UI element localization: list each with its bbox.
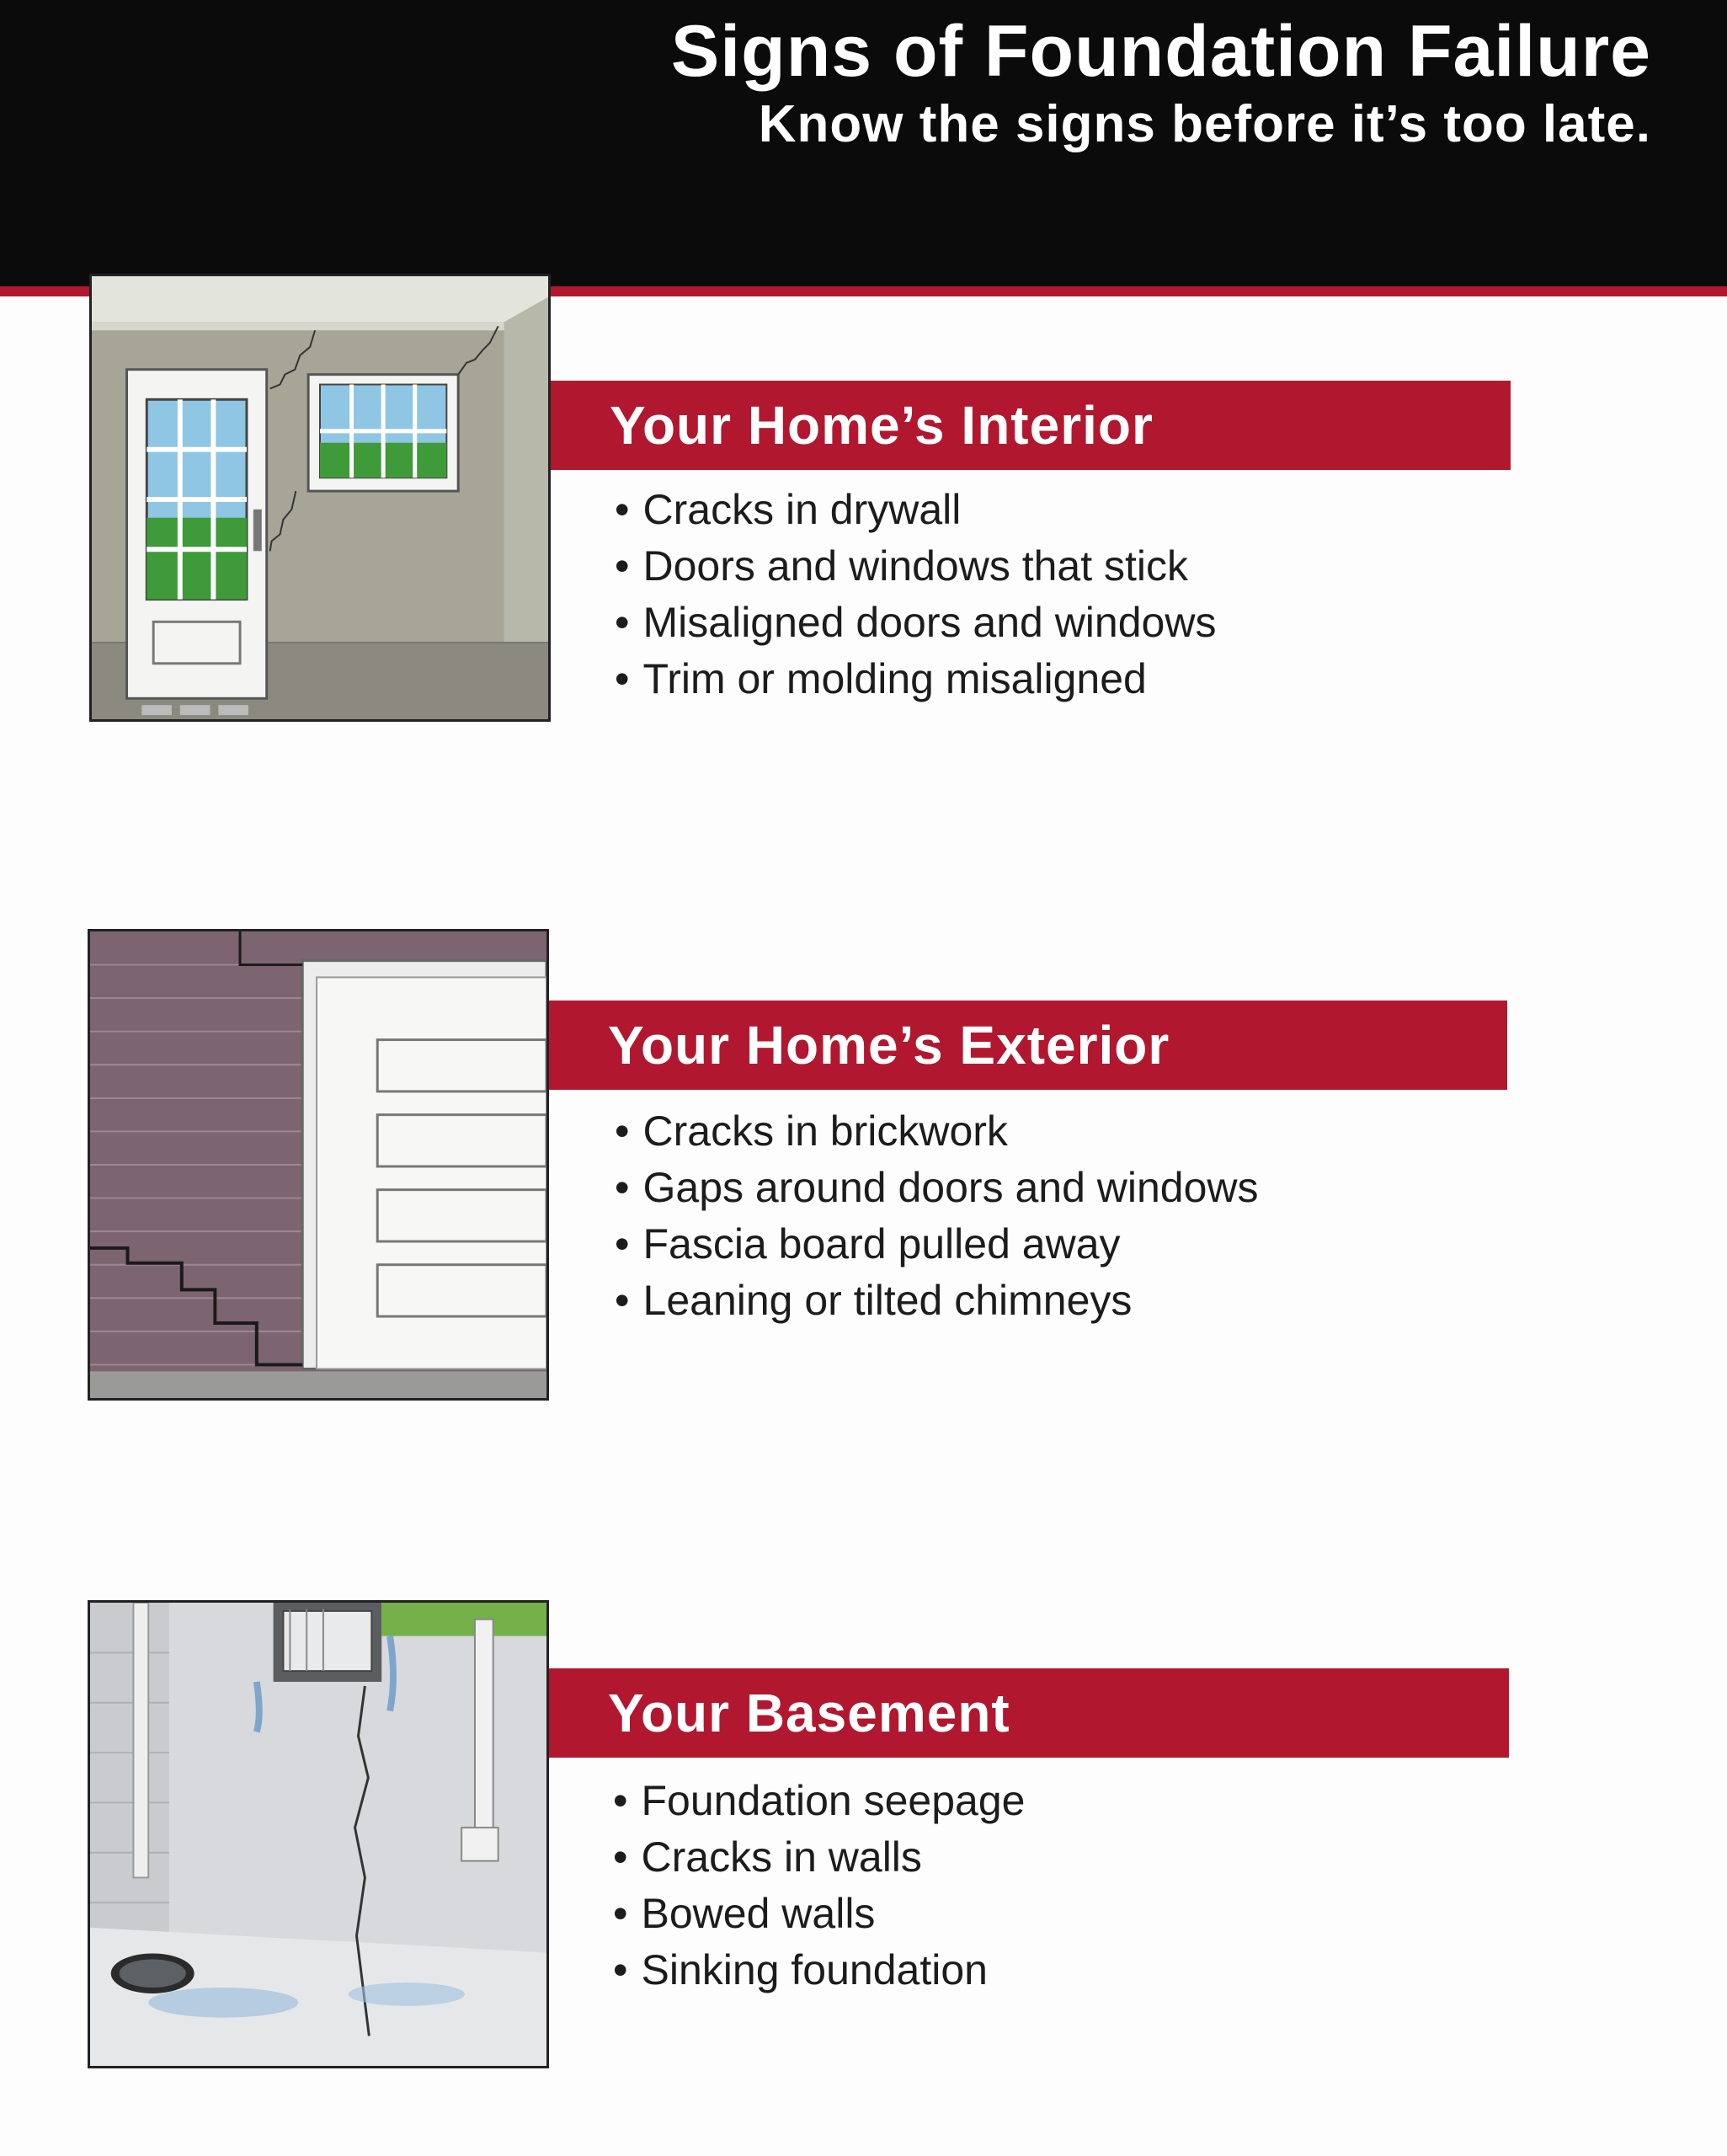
sign-list <box>615 482 1216 707</box>
brick-wall-crack-icon <box>88 929 549 1401</box>
basement-seepage-icon <box>88 1600 549 2068</box>
list-item: • Fascia board pulled away <box>615 1216 1259 1273</box>
list-item: • Sinking foundation <box>613 1942 1025 1999</box>
list-item: • Bowed walls <box>613 1886 1025 1942</box>
list-item: • Cracks in drywall <box>615 482 1216 538</box>
list-item: • Gaps around doors and windows <box>615 1160 1259 1216</box>
sign-list <box>613 1773 1025 1999</box>
section-title: Your Home’s Exterior <box>608 1015 1170 1075</box>
page-header <box>0 0 1727 286</box>
section-title-bar <box>549 1001 1507 1090</box>
sign-list <box>615 1103 1259 1329</box>
interior-wall-crack-icon <box>89 274 551 722</box>
section-title: Your Home’s Interior <box>610 395 1154 456</box>
section-title-bar <box>551 381 1511 470</box>
list-item: • Doors and windows that stick <box>615 538 1216 595</box>
list-item: • Foundation seepage <box>613 1773 1025 1829</box>
list-item: • Cracks in walls <box>613 1829 1025 1886</box>
list-item: • Cracks in brickwork <box>615 1103 1259 1160</box>
section-title-bar <box>549 1668 1509 1758</box>
list-item: • Leaning or tilted chimneys <box>615 1273 1259 1329</box>
list-item: • Trim or molding misaligned <box>615 651 1216 707</box>
section-title: Your Basement <box>608 1683 1010 1743</box>
list-item: • Misaligned doors and windows <box>615 595 1216 651</box>
page-subtitle: Know the signs before it’s too late. <box>758 95 1651 153</box>
page-title: Signs of Foundation Failure <box>670 11 1651 92</box>
